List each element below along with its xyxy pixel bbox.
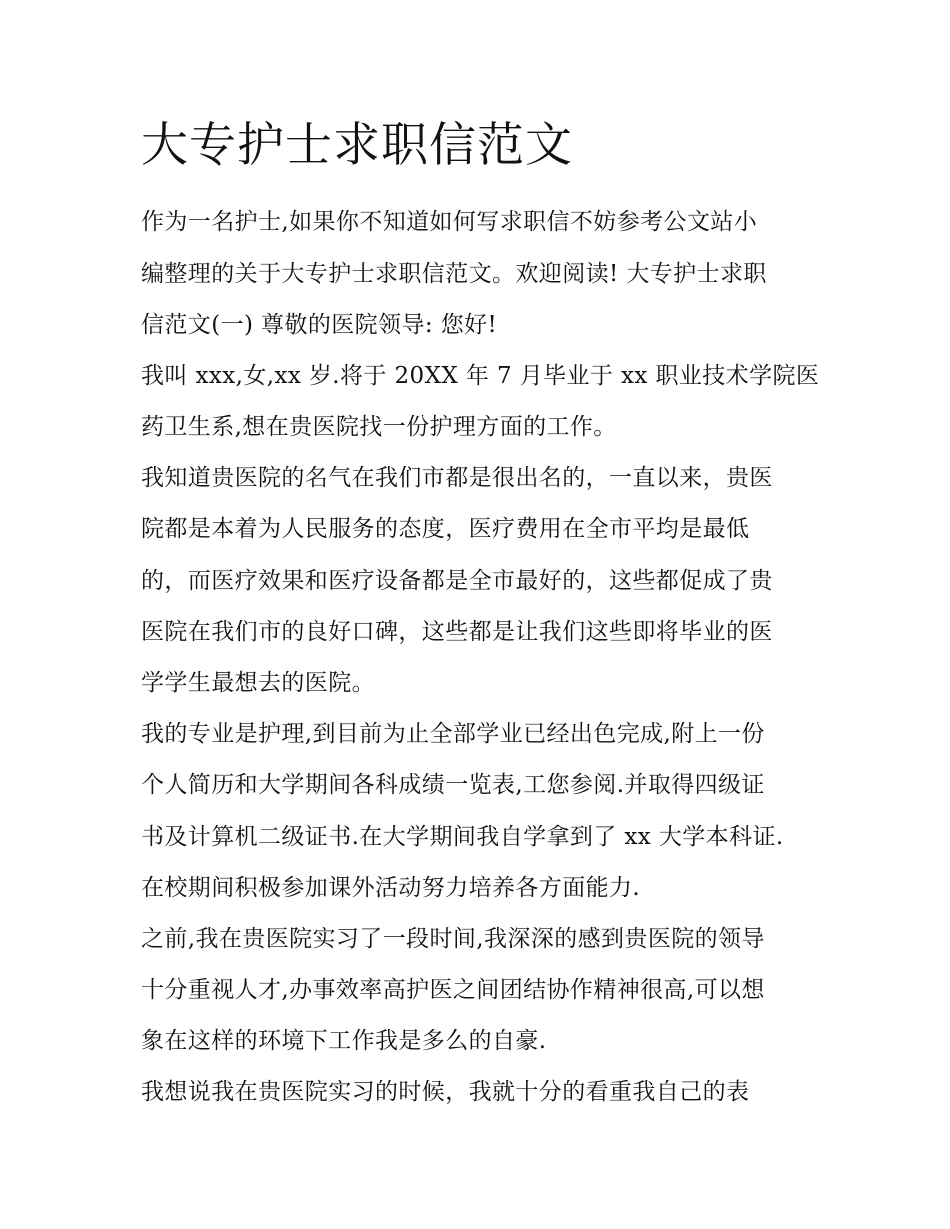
text-line: 药卫生系,想在贵医院找一份护理方面的工作。 [141, 414, 617, 440]
text-line: 我叫 xxx,女,xx 岁.将于 20XX 年 7 月毕业于 xx 职业技术学院医 [141, 363, 820, 389]
text-line: 院都是本着为人民服务的态度，医疗费用在全市平均是最低 [141, 516, 750, 542]
text-line: 学学生最想去的医院。 [141, 670, 375, 696]
text-line: 书及计算机二级证书.在大学期间我自学拿到了 xx 大学本科证. [141, 824, 784, 850]
document-title: 大专护士求职信范文 [141, 118, 573, 173]
text-line: 编整理的关于大专护士求职信范文。欢迎阅读! 大专护士求职 [141, 261, 767, 287]
text-line: 象在这样的环境下工作我是多么的自豪. [141, 1028, 547, 1054]
text-line: 十分重视人才,办事效率高护医之间团结协作精神很高,可以想 [141, 977, 765, 1003]
text-line: 医院在我们市的良好口碑，这些都是让我们这些即将毕业的医 [141, 619, 773, 645]
text-line: 我想说我在贵医院实习的时候，我就十分的看重我自己的表 [141, 1079, 750, 1105]
text-line: 作为一名护士,如果你不知道如何写求职信不妨参考公文站小 [141, 209, 758, 235]
text-line: 个人简历和大学期间各科成绩一览表,工您参阅.并取得四级证 [141, 772, 765, 798]
text-line: 的，而医疗效果和医疗设备都是全市最好的，这些都促成了贵 [141, 568, 773, 594]
text-line: 在校期间积极参加课外活动努力培养各方面能力. [141, 875, 641, 901]
text-line: 之前,我在贵医院实习了一段时间,我深深的感到贵医院的领导 [141, 926, 765, 952]
text-line: 我的专业是护理,到目前为止全部学业已经出色完成,附上一份 [141, 721, 765, 747]
text-line: 信范文(一) 尊敬的医院领导: 您好! [141, 312, 498, 338]
text-line: 我知道贵医院的名气在我们市都是很出名的，一直以来，贵医 [141, 465, 773, 491]
